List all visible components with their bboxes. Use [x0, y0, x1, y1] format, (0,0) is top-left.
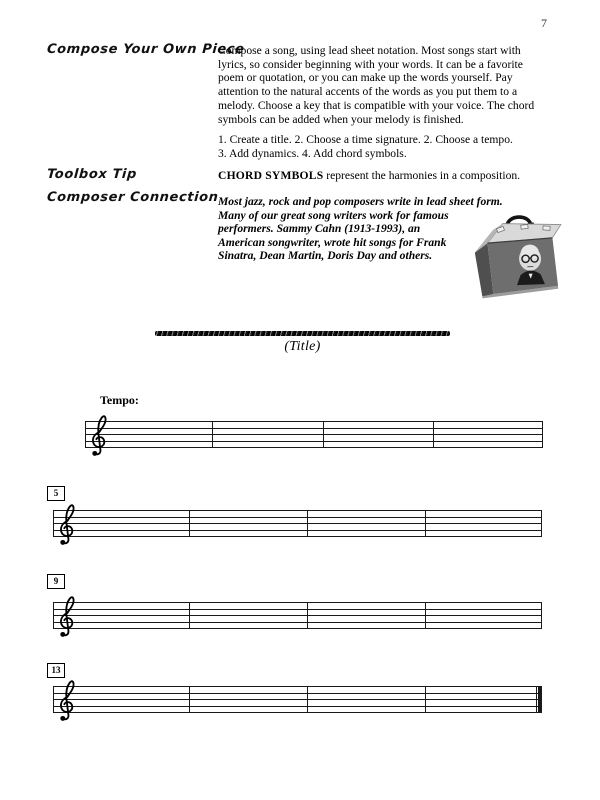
- toolbox-illustration: [468, 213, 572, 301]
- page-number: 7: [541, 16, 547, 30]
- staff-line: [53, 517, 542, 518]
- barline: [53, 602, 54, 629]
- treble-clef-icon: [87, 412, 111, 458]
- cc-line: Many of our great song writers work for famous: [218, 208, 449, 222]
- intro-line: poem or quotation, or you can make up the words yourself. Pay: [218, 71, 513, 85]
- barline: [189, 602, 190, 629]
- staff-system-1: [85, 421, 543, 448]
- final-barline-thin: [536, 686, 537, 713]
- cc-line: Most jazz, rock and pop composers write in lead sheet form.: [218, 195, 503, 208]
- staff-line: [53, 699, 542, 700]
- staff-line: [85, 421, 543, 422]
- staff-line: [53, 622, 542, 623]
- barline: [189, 686, 190, 713]
- barline: [307, 602, 308, 629]
- lesson-steps: [218, 133, 513, 161]
- intro-line: attention to the natural accents of the words as you put them to a: [218, 85, 518, 99]
- staff-line: [53, 693, 542, 694]
- staff-line: [85, 447, 543, 448]
- final-barline-thick: [538, 686, 542, 713]
- staff-line: [85, 441, 543, 442]
- barline: [85, 421, 86, 448]
- section-heading-composer-connection: Composer Connection: [46, 190, 220, 205]
- measure-number-box: 5: [47, 486, 65, 501]
- staff-system-3: [53, 602, 542, 629]
- intro-line: Compose a song, using lead sheet notation. Most songs start with: [218, 44, 521, 57]
- staff-line: [53, 602, 542, 603]
- barline: [212, 421, 213, 448]
- treble-clef-icon: [55, 501, 79, 547]
- sammy-cahn-toolbox-image: [468, 213, 572, 301]
- staff-line: [85, 428, 543, 429]
- staff-system-4: [53, 686, 542, 713]
- barline: [307, 510, 308, 537]
- treble-clef-icon: [55, 677, 79, 723]
- cc-line: performers. Sammy Cahn (1913-1993), an: [218, 222, 421, 235]
- toolbox-tip-rest: represent the harmonies in a composition.: [323, 169, 521, 182]
- tempo-label: Tempo:: [100, 393, 139, 407]
- toolbox-tip-term: CHORD SYMBOLS: [218, 169, 324, 182]
- barline: [189, 510, 190, 537]
- barline: [323, 421, 324, 448]
- steps-line-1: 1. Create a title. 2. Choose a time signature. 2. Choose a tempo.: [218, 133, 513, 146]
- lesson-intro-paragraph: [218, 44, 534, 126]
- staff-line: [53, 530, 542, 531]
- barline: [53, 686, 54, 713]
- intro-line: melody. Choose a key that is compatible with your voice. The chord: [218, 98, 535, 112]
- staff-line: [53, 712, 542, 713]
- staff-line: [53, 628, 542, 629]
- treble-clef-icon: [55, 593, 79, 639]
- barline: [433, 421, 434, 448]
- title-placeholder: (Title): [284, 339, 321, 354]
- staff-line: [53, 523, 542, 524]
- cc-line: Sinatra, Dean Martin, Doris Day and others.: [218, 249, 433, 262]
- steps-line-2: 3. Add dynamics. 4. Add chord symbols.: [218, 147, 407, 161]
- section-heading-compose: Compose Your Own Piece: [46, 42, 246, 57]
- barline: [541, 510, 542, 537]
- ornamental-divider: [155, 331, 450, 336]
- cc-line: American songwriter, wrote hit songs for Frank: [218, 235, 447, 249]
- section-heading-toolbox-tip: Toolbox Tip: [46, 167, 138, 182]
- measure-number-box: 9: [47, 574, 65, 589]
- barline: [425, 686, 426, 713]
- staff-system-2: [53, 510, 542, 537]
- barline: [425, 602, 426, 629]
- staff-line: [53, 706, 542, 707]
- staff-line: [53, 615, 542, 616]
- composer-connection-paragraph: [218, 195, 503, 263]
- measure-number-box: 13: [47, 663, 65, 678]
- staff-line: [85, 434, 543, 435]
- barline: [541, 602, 542, 629]
- toolbox-tip-text: [218, 169, 520, 182]
- barline: [307, 686, 308, 713]
- staff-line: [53, 510, 542, 511]
- barline: [53, 510, 54, 537]
- intro-line: symbols can be added when your melody is finished.: [218, 112, 464, 126]
- staff-line: [53, 536, 542, 537]
- barline: [542, 421, 543, 448]
- staff-line: [53, 686, 542, 687]
- staff-line: [53, 609, 542, 610]
- intro-line: lyrics, so consider beginning with your words. It can be a favorite: [218, 57, 523, 71]
- barline: [425, 510, 426, 537]
